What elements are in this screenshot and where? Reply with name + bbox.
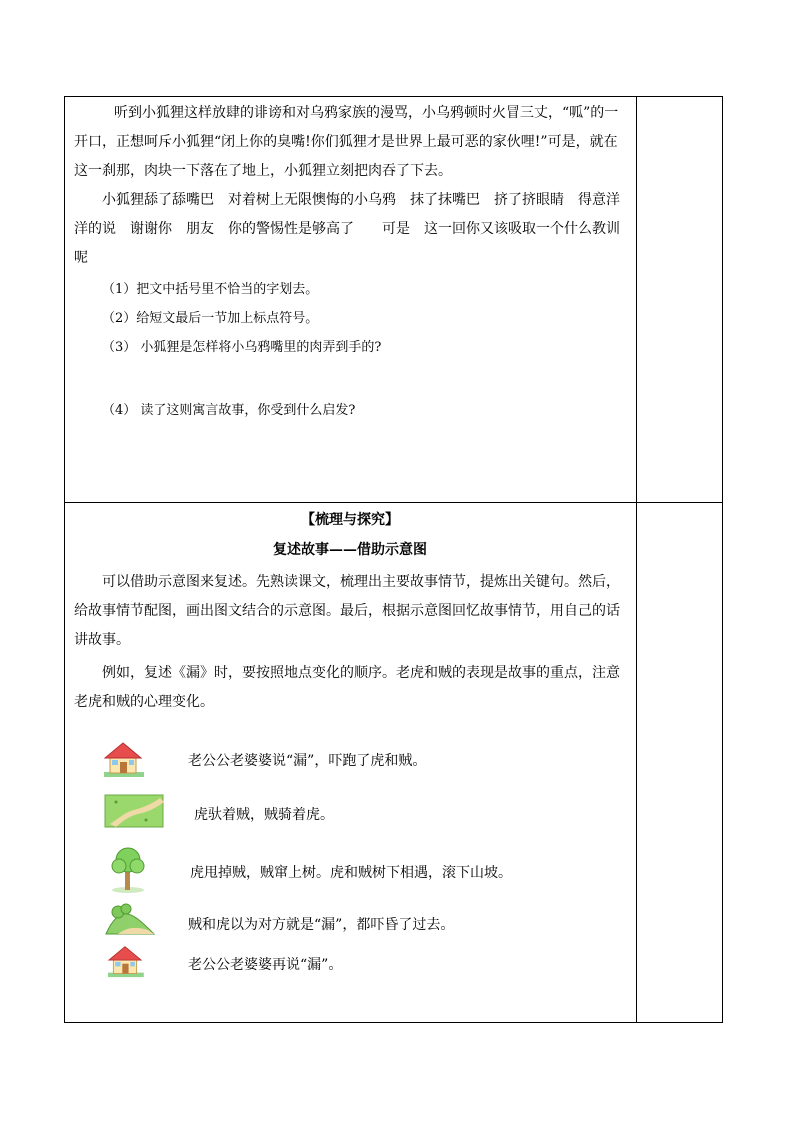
guide-paragraph-1: 可以借助示意图来复述。先熟读课文，梳理出主要故事情节，提炼出关键句。然后，给故事情节配图，画出图文结合的示意图。最后，根据示意图回忆故事情节，用自己的话讲故事。 xyxy=(74,574,620,648)
story-step-4 xyxy=(64,902,636,942)
story-step-2 xyxy=(64,794,636,834)
story-step-text: 虎甩掉贼，贼窜上树。虎和贼树下相遇，滚下山坡。 xyxy=(190,865,512,881)
story-step-text: 老公公老婆婆说“漏”，吓跑了虎和贼。 xyxy=(188,753,427,769)
passage-paragraph-2: 小狐狸舔了舔嘴巴 对着树上无限懊悔的小乌鸦 抹了抹嘴巴 挤了挤眼睛 得意洋洋的说 谢谢你 朋友 你的警惕性是够高了 可是 这一回你又该吸取一个什么教训呢 xyxy=(74,192,620,266)
table-border-bottom xyxy=(64,1022,723,1023)
story-step-text: 老公公老婆婆再说“漏”。 xyxy=(188,957,343,973)
reading-passage-cell xyxy=(64,99,636,499)
guide-paragraph-2: 例如，复述《漏》时，要按照地点变化的顺序。老虎和贼的表现是故事的重点，注意老虎和贼的心理变化。 xyxy=(74,665,620,710)
table-column-divider xyxy=(636,96,637,1023)
question-4: （4） 读了这则寓言故事，你受到什么启发? xyxy=(102,403,356,418)
tree-icon xyxy=(108,846,148,898)
table-row-divider xyxy=(64,502,723,503)
section-subheading: 复述故事——借助示意图 xyxy=(273,542,427,558)
question-2: （2）给短文最后一节加上标点符号。 xyxy=(102,311,319,326)
question-1: （1）把文中括号里不恰当的字划去。 xyxy=(102,282,319,297)
house-icon xyxy=(100,740,146,782)
table-border-top xyxy=(64,96,723,97)
story-step-1 xyxy=(64,740,636,780)
story-step-3 xyxy=(64,846,636,886)
house-icon xyxy=(104,944,146,982)
story-step-text: 虎驮着贼，贼骑着虎。 xyxy=(194,807,334,823)
table-border-right xyxy=(722,96,723,1023)
path-icon xyxy=(104,794,164,832)
section-heading: 【梳理与探究】 xyxy=(301,512,399,528)
story-step-5 xyxy=(64,944,636,984)
passage-paragraph-1: 听到小狐狸这样放肆的诽谤和对乌鸦家族的漫骂，小乌鸦顿时火冒三丈，“呱”的一开口，正想呵斥小狐狸“闭上你的臭嘴!你们狐狸才是世界上最可恶的家伙哩!”可是，就在这一刹那，肉块一下落在了地上，小狐狸立刻把肉吞了下去。 xyxy=(74,105,619,179)
hill-icon xyxy=(104,902,156,940)
question-3: （3） 小狐狸是怎样将小乌鸦嘴里的肉弄到手的? xyxy=(102,340,382,355)
worksheet-table xyxy=(64,96,723,1023)
story-step-text: 贼和虎以为对方就是“漏”，都吓昏了过去。 xyxy=(188,917,455,933)
